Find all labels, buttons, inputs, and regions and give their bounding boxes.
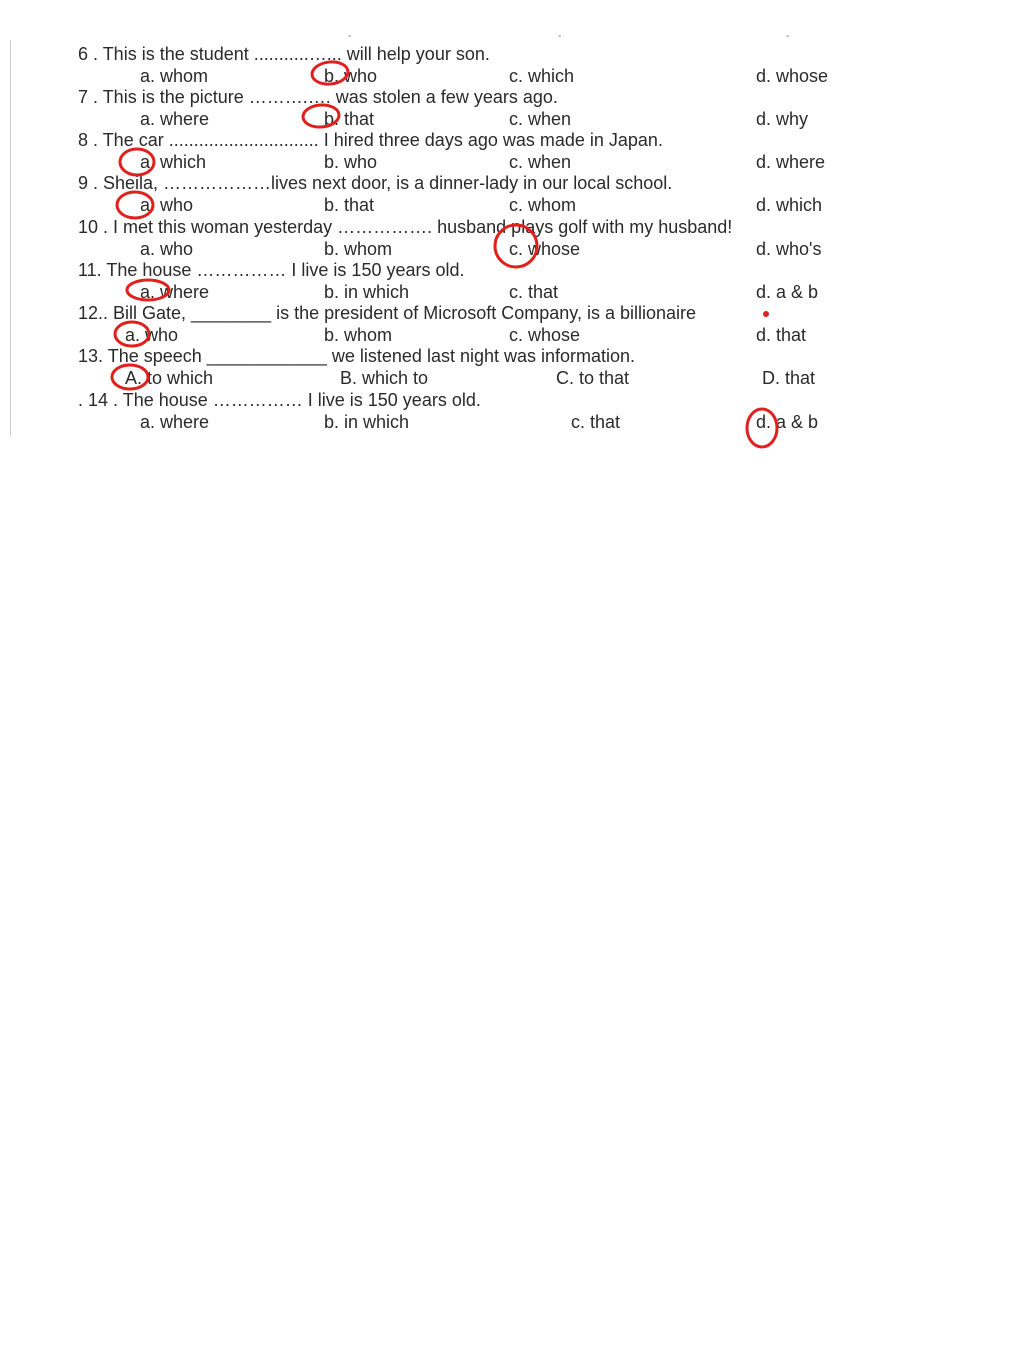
question-12-option-c[interactable]: c. whose (509, 325, 581, 345)
question-14-option-a[interactable]: a. where (140, 412, 210, 432)
question-8-option-d[interactable]: d. where (756, 152, 826, 172)
question-6-option-b[interactable]: b. who (324, 66, 378, 86)
question-10-option-d[interactable]: d. who's (756, 239, 822, 259)
question-14-option-c[interactable]: c. that (571, 412, 621, 432)
question-7-option-d[interactable]: d. why (756, 109, 809, 129)
question-12-stem: 12.. Bill Gate, ________ is the president of Microsoft Company, is a billionaire (78, 303, 696, 323)
question-10-option-c[interactable]: c. whose (509, 239, 581, 259)
question-7-option-b[interactable]: b. that (324, 109, 375, 129)
red-dot-mark (763, 311, 769, 317)
question-9-option-c[interactable]: c. whom (509, 195, 577, 215)
question-8-option-a[interactable]: a. which (140, 152, 207, 172)
question-12-option-a[interactable]: a. who (125, 325, 179, 345)
question-12-option-b[interactable]: b. whom (324, 325, 393, 345)
question-10-stem: 10 . I met this woman yesterday ……………. husband plays golf with my husband! (78, 217, 733, 237)
question-8-option-b[interactable]: b. who (324, 152, 378, 172)
question-6-stem: 6 . This is the student ...........…... will help your son. (78, 44, 490, 64)
question-6-option-c[interactable]: c. which (509, 66, 575, 86)
question-9-option-d[interactable]: d. which (756, 195, 823, 215)
question-11-stem: 11. The house …………… I live is 150 years old. (78, 260, 465, 280)
question-11-option-b[interactable]: b. in which (324, 282, 410, 302)
question-11-option-a[interactable]: a. where (140, 282, 210, 302)
question-9-option-a[interactable]: a. who (140, 195, 194, 215)
question-13-option-d[interactable]: D. that (762, 368, 816, 388)
question-7-option-a[interactable]: a. where (140, 109, 210, 129)
question-13-option-b[interactable]: B. which to (340, 368, 429, 388)
question-13-stem: 13. The speech ____________ we listened last night was information. (78, 346, 636, 366)
question-7-stem: 7 . This is the picture ……….…. was stolen a few years ago. (78, 87, 558, 107)
question-11-option-c[interactable]: c. that (509, 282, 559, 302)
question-8-option-c[interactable]: c. when (509, 152, 572, 172)
question-9-option-b[interactable]: b. that (324, 195, 375, 215)
stray-mark: - (558, 31, 562, 42)
question-12-option-d[interactable]: d. that (756, 325, 807, 345)
question-11-option-d[interactable]: d. a & b (756, 282, 819, 302)
left-margin-rule (10, 40, 11, 436)
question-10-option-b[interactable]: b. whom (324, 239, 393, 259)
question-10-option-a[interactable]: a. who (140, 239, 194, 259)
question-7-option-c[interactable]: c. when (509, 109, 572, 129)
question-13-option-a[interactable]: A. to which (125, 368, 214, 388)
stray-mark: - (348, 31, 352, 42)
question-14-stem: . 14 . The house …………… I live is 150 years old. (78, 390, 481, 410)
question-8-stem: 8 . The car .............................. I hired three days ago was made in Japan. (78, 130, 663, 150)
question-14-option-d[interactable]: d. a & b (756, 412, 819, 432)
question-6-option-a[interactable]: a. whom (140, 66, 209, 86)
question-9-stem: 9 . Sheila, ………………lives next door, is a dinner-lady in our local school. (78, 173, 673, 193)
question-6-option-d[interactable]: d. whose (756, 66, 829, 86)
question-13-option-c[interactable]: C. to that (556, 368, 630, 388)
question-14-option-b[interactable]: b. in which (324, 412, 410, 432)
stray-mark: - (786, 31, 790, 42)
